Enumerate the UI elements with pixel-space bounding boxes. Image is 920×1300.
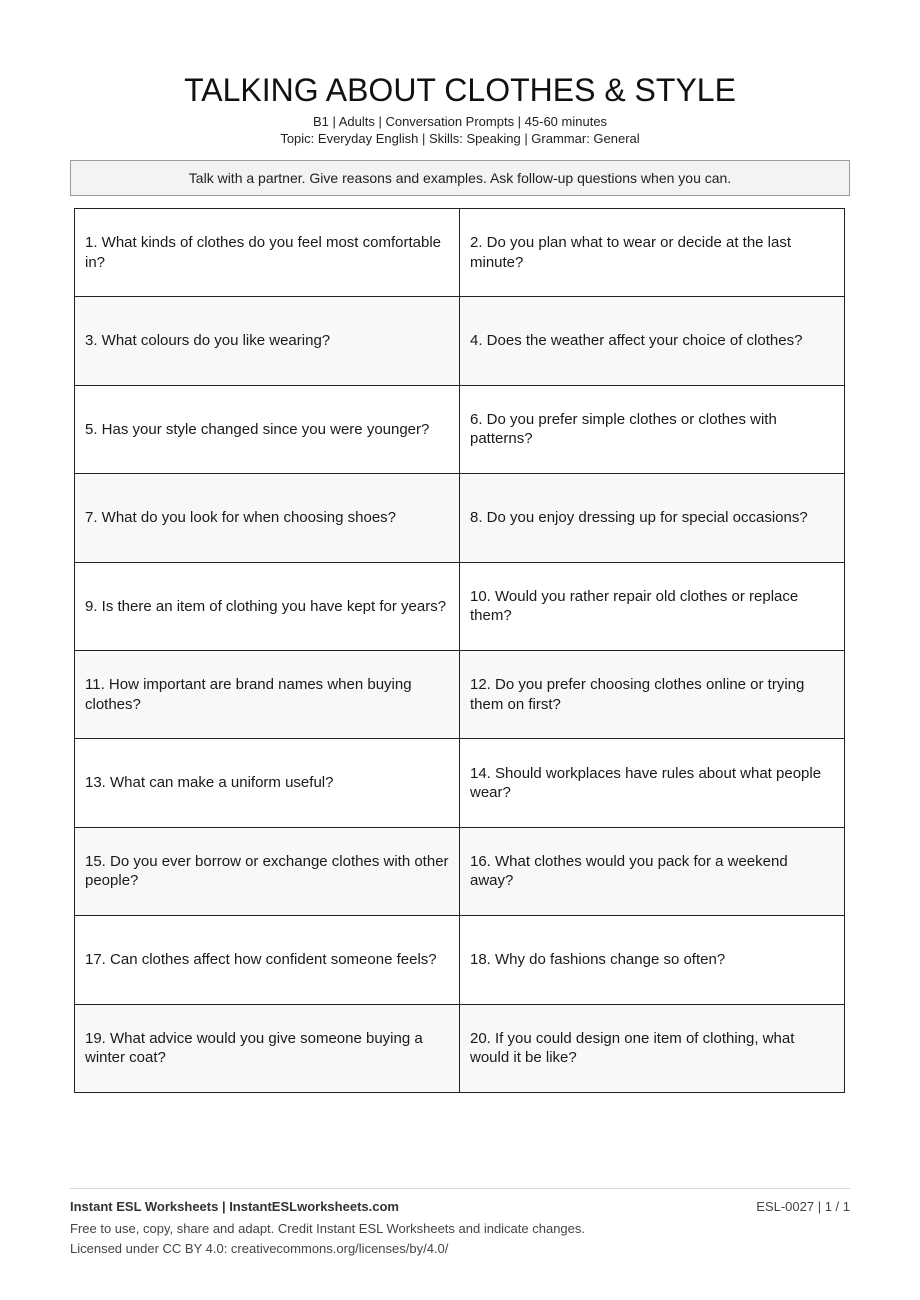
prompt-cell: 4. Does the weather affect your choice of clothes? — [460, 297, 845, 385]
footer-license-terms: Free to use, copy, share and adapt. Credit Instant ESL Worksheets and indicate changes. — [70, 1221, 586, 1236]
prompt-cell: 12. Do you prefer choosing clothes online or trying them on first? — [460, 651, 845, 739]
prompt-cell: 20. If you could design one item of clothing, what would it be like? — [460, 1005, 845, 1093]
worksheet-meta-level: B1 | Adults | Conversation Prompts | 45-60 minutes — [312, 114, 608, 129]
prompt-cell: 11. How important are brand names when buying clothes? — [75, 651, 460, 739]
footer-page-reference: ESL-0027 | 1 / 1 — [756, 1199, 850, 1214]
prompt-cell: 7. What do you look for when choosing shoes? — [75, 474, 460, 562]
prompt-cell: 2. Do you plan what to wear or decide at the last minute? — [460, 209, 845, 297]
worksheet-title: TALKING ABOUT CLOTHES & STYLE — [184, 72, 736, 108]
prompt-cell: 17. Can clothes affect how confident someone feels? — [75, 916, 460, 1004]
prompt-grid — [74, 208, 845, 1093]
prompt-cell: 14. Should workplaces have rules about what people wear? — [460, 739, 845, 827]
prompt-cell: 3. What colours do you like wearing? — [75, 297, 460, 385]
footer-divider — [70, 1188, 850, 1189]
prompt-cell: 6. Do you prefer simple clothes or clothes with patterns? — [460, 386, 845, 474]
footer-license-link: Licensed under CC BY 4.0: creativecommons.org/licenses/by/4.0/ — [70, 1241, 449, 1256]
footer-brand: Instant ESL Worksheets | InstantESLworksheets.com — [70, 1199, 399, 1214]
prompt-cell: 9. Is there an item of clothing you have kept for years? — [75, 563, 460, 651]
prompt-cell: 19. What advice would you give someone buying a winter coat? — [75, 1005, 460, 1093]
prompt-cell: 18. Why do fashions change so often? — [460, 916, 845, 1004]
prompt-cell: 5. Has your style changed since you were younger? — [75, 386, 460, 474]
worksheet-meta-topic: Topic: Everyday English | Skills: Speaking | Grammar: General — [280, 131, 640, 146]
prompt-cell: 15. Do you ever borrow or exchange clothes with other people? — [75, 828, 460, 916]
prompt-cell: 8. Do you enjoy dressing up for special occasions? — [460, 474, 845, 562]
prompt-cell: 1. What kinds of clothes do you feel most comfortable in? — [75, 209, 460, 297]
prompt-cell: 10. Would you rather repair old clothes or replace them? — [460, 563, 845, 651]
prompt-cell: 16. What clothes would you pack for a weekend away? — [460, 828, 845, 916]
prompt-cell: 13. What can make a uniform useful? — [75, 739, 460, 827]
instructions-box: Talk with a partner. Give reasons and examples. Ask follow-up questions when you can. — [70, 160, 850, 196]
